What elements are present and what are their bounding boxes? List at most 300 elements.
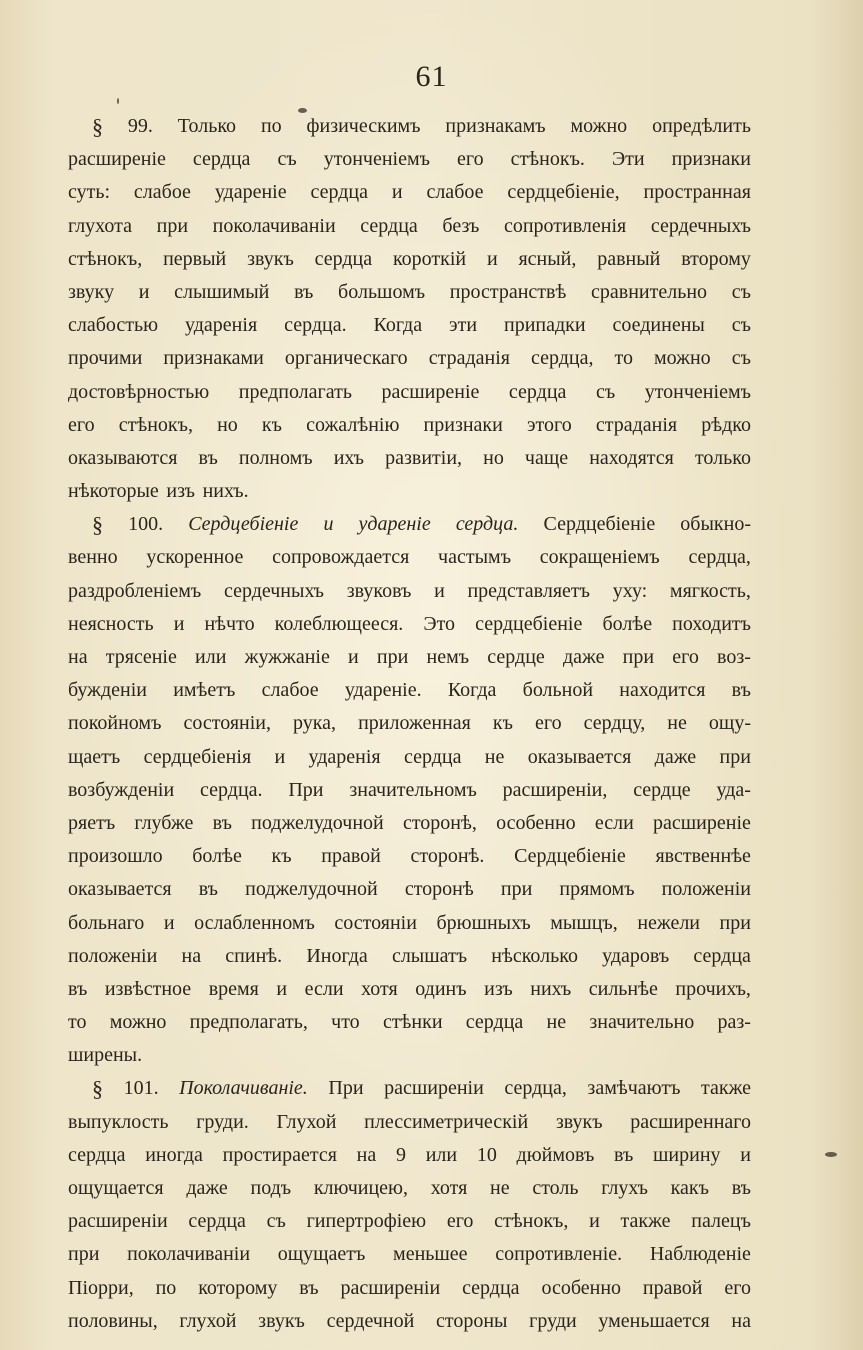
- word: расширеніе: [653, 811, 751, 834]
- word: и: [740, 1143, 751, 1166]
- word: если: [304, 977, 344, 1000]
- word: походитъ: [672, 612, 751, 635]
- word: сердца.: [200, 778, 263, 801]
- word: сердца: [693, 944, 751, 967]
- word: 99.: [127, 115, 153, 137]
- word: явственнѣе: [655, 845, 751, 868]
- word: значительно: [589, 1011, 695, 1034]
- word: признаки: [423, 413, 503, 436]
- word: оказывается: [527, 745, 632, 768]
- text-line: [68, 641, 751, 674]
- word: сердечныхъ: [223, 579, 325, 602]
- word: не: [490, 1177, 510, 1199]
- word: звукъ: [247, 247, 294, 270]
- text-line: [68, 1205, 751, 1238]
- word: расширеніе: [381, 380, 480, 403]
- word: состояніи: [334, 911, 417, 934]
- word: рука,: [293, 712, 337, 735]
- word: слабое: [133, 181, 191, 204]
- word: въ: [294, 280, 314, 303]
- word: сердца: [403, 745, 462, 768]
- word: время: [208, 977, 259, 1000]
- word: произошло: [68, 845, 163, 868]
- word: и: [589, 1210, 600, 1233]
- word: мышцъ,: [550, 911, 618, 934]
- word: сердца: [310, 181, 368, 204]
- text-line: [68, 1006, 751, 1039]
- word: глухъ: [601, 1177, 648, 1199]
- word: расширеннаго: [630, 1110, 751, 1133]
- word: въ: [198, 878, 219, 901]
- word: поколачиваніи: [127, 1243, 251, 1266]
- word: съ: [731, 280, 751, 303]
- text-line: [68, 309, 751, 342]
- word: съ: [266, 1210, 286, 1233]
- word: къ: [271, 845, 292, 868]
- word: стороны: [436, 1309, 508, 1332]
- word: расширеніе: [68, 148, 166, 171]
- word: раз-: [717, 1011, 751, 1034]
- word: Когда: [447, 679, 497, 702]
- word: органическаго: [284, 347, 408, 370]
- word: замѣчаютъ: [587, 1077, 681, 1100]
- word: съ: [731, 314, 751, 337]
- word: воз-: [717, 646, 751, 668]
- word: то: [614, 347, 633, 370]
- word: при: [719, 745, 751, 768]
- word: правой: [321, 845, 381, 868]
- word: нѣсколько: [491, 944, 578, 967]
- word: Иногда: [306, 944, 368, 967]
- word: уда-: [716, 778, 751, 801]
- word: особенно: [541, 1276, 622, 1299]
- word: не: [546, 1011, 567, 1034]
- text-line: [68, 442, 751, 475]
- word: также: [620, 1210, 671, 1233]
- word: также: [700, 1077, 751, 1100]
- text-line: [68, 1139, 751, 1172]
- word: при: [719, 911, 751, 934]
- word: груди.: [196, 1110, 249, 1133]
- word: если: [594, 811, 634, 834]
- word: уху:: [612, 579, 648, 602]
- text-line: [68, 243, 751, 276]
- word: можно: [109, 1011, 167, 1034]
- word: сторонѣ.: [410, 845, 485, 868]
- word: ширены.: [68, 1044, 143, 1067]
- text-line: [68, 276, 751, 309]
- word: пространная: [643, 181, 751, 204]
- word: сердца: [68, 1143, 126, 1166]
- word: неясность: [68, 612, 154, 635]
- word: при: [622, 646, 655, 668]
- word: ослабленномъ: [194, 911, 315, 934]
- word: слабостью: [68, 314, 159, 337]
- word: достовѣрностью: [68, 380, 210, 403]
- word: безъ: [442, 214, 480, 237]
- word: по: [260, 115, 282, 137]
- word: расширеніи,: [502, 778, 608, 801]
- text-line: [68, 674, 751, 707]
- word: меньшее: [393, 1243, 468, 1266]
- word: сокращеніемъ: [539, 546, 660, 569]
- word: но: [217, 413, 238, 436]
- word: имѣетъ: [173, 679, 236, 702]
- word: глухота: [68, 214, 133, 237]
- word: положеніи: [661, 878, 751, 901]
- word: удареніе: [358, 513, 431, 536]
- word: ударенія: [185, 314, 258, 337]
- word: прямомъ: [559, 878, 635, 901]
- word: частымъ: [438, 546, 512, 569]
- word: съ: [595, 380, 616, 403]
- word: въ: [198, 446, 218, 469]
- word: щаетъ: [68, 745, 121, 768]
- text-line: [68, 741, 751, 774]
- text-line: [68, 840, 751, 873]
- word: слышатъ: [391, 944, 468, 967]
- word: Сердцебіеніе: [514, 845, 626, 868]
- word: на: [181, 944, 202, 967]
- word: обыкно-: [680, 513, 751, 536]
- word: въ: [68, 977, 88, 1000]
- word: по: [155, 1276, 177, 1299]
- text-line: [68, 110, 751, 143]
- text-line: [68, 774, 751, 807]
- word: и: [434, 579, 445, 602]
- word: изъ: [484, 977, 513, 1000]
- text-line: [68, 1172, 751, 1205]
- word: сердца,: [504, 1077, 567, 1100]
- text-line: [68, 342, 751, 375]
- word: 101.: [123, 1077, 159, 1100]
- word: столь: [532, 1177, 579, 1199]
- word: 10: [476, 1143, 497, 1166]
- word: что: [331, 1011, 360, 1034]
- word: пространствѣ: [449, 280, 567, 303]
- word: полномъ: [238, 446, 313, 469]
- word: глухой: [179, 1309, 237, 1332]
- word: сердца,: [530, 347, 594, 370]
- word: Сердцебіеніе: [188, 513, 299, 536]
- word: сожалѣнію: [306, 413, 400, 436]
- word: изъ: [166, 480, 195, 503]
- word: слабое: [426, 181, 484, 204]
- word: сердца,: [688, 546, 751, 569]
- word: звуку: [68, 280, 115, 303]
- word: его: [672, 646, 699, 668]
- word: сторонѣ,: [402, 811, 477, 834]
- word: чаще: [524, 446, 569, 469]
- word: нежели: [637, 911, 701, 934]
- word: сердца: [188, 1210, 246, 1233]
- word: стѣнокъ,: [118, 413, 193, 436]
- word: въ: [212, 811, 232, 834]
- word: сопротивленіе.: [495, 1243, 623, 1266]
- word: тряcеніе: [105, 646, 177, 668]
- word: бужденіи: [68, 679, 147, 702]
- word: короткій: [392, 247, 467, 270]
- word: не: [667, 712, 687, 735]
- word: болѣе: [192, 845, 242, 868]
- word: стѣнки: [382, 1011, 443, 1034]
- word: сторонѣ: [404, 878, 474, 901]
- text-line: [68, 940, 751, 973]
- word: первый: [163, 247, 227, 270]
- word: положеніи: [68, 944, 158, 967]
- word: особенно: [496, 811, 576, 834]
- word: стѣнокъ,: [494, 1210, 569, 1233]
- word: удареніе: [214, 181, 287, 204]
- word: сердцу,: [583, 712, 646, 735]
- word: его: [724, 1276, 751, 1299]
- word: венно: [68, 546, 118, 569]
- word: звуковъ: [346, 579, 412, 602]
- page-number: 61: [415, 60, 448, 93]
- word: его: [535, 712, 562, 735]
- word: при: [156, 214, 189, 237]
- ink-smudge: [825, 1152, 837, 1157]
- word: больной: [522, 679, 594, 702]
- word: сердца: [360, 214, 418, 237]
- word: но: [483, 446, 504, 469]
- word: звукъ: [555, 1110, 603, 1133]
- word: сердце: [633, 778, 691, 801]
- word: расширеніи: [384, 1077, 484, 1100]
- text-line: [68, 1305, 751, 1338]
- word: при: [500, 878, 533, 901]
- word: болѣе: [602, 612, 653, 635]
- word: подъ: [250, 1177, 292, 1199]
- word: даже: [562, 646, 605, 668]
- word: съ: [731, 347, 751, 370]
- text-line: [68, 1072, 751, 1105]
- word: Только: [177, 115, 237, 137]
- word: и: [274, 745, 286, 768]
- word: сердце: [487, 646, 545, 668]
- word: утонченіемъ: [644, 380, 751, 403]
- text-line: [68, 541, 751, 574]
- text-line: [68, 873, 751, 906]
- ink-smudge: [298, 108, 307, 113]
- word: дюймовъ: [516, 1143, 595, 1166]
- word: брюшныхъ: [436, 911, 531, 934]
- word: при: [376, 646, 409, 668]
- word: жужжаніе: [244, 646, 330, 668]
- word: состояніи,: [183, 712, 271, 735]
- word: выпуклость: [68, 1110, 169, 1133]
- word: сопровождается: [272, 546, 410, 569]
- word: его: [68, 413, 95, 436]
- word: Сердцебіеніе: [543, 513, 656, 536]
- word: можно: [570, 115, 628, 137]
- text-line: [68, 608, 751, 641]
- word: ширину: [653, 1143, 721, 1166]
- word: находится: [619, 679, 706, 702]
- word: хотя: [361, 977, 398, 1000]
- word: второму: [681, 247, 751, 270]
- word: предполагать: [238, 380, 352, 403]
- word: уменьшается: [598, 1309, 710, 1332]
- word: нихъ.: [202, 480, 249, 503]
- text-line: [68, 210, 751, 243]
- text-line: [68, 143, 751, 176]
- word: извѣстное: [104, 977, 192, 1000]
- word: и: [138, 280, 150, 303]
- word: и: [391, 181, 403, 204]
- word: правой: [642, 1276, 703, 1299]
- word: и: [486, 247, 498, 270]
- word: представляетъ: [467, 579, 591, 602]
- word: груди: [529, 1309, 577, 1332]
- word: удареніе.: [344, 679, 422, 702]
- word: можно: [653, 347, 711, 370]
- word: звукъ: [258, 1309, 305, 1332]
- text-line: [68, 1039, 751, 1072]
- text-line: [68, 176, 751, 209]
- word: значительномъ: [349, 778, 477, 801]
- word: поджелудочной: [245, 878, 378, 901]
- word: 100.: [128, 513, 164, 536]
- word: немъ: [426, 646, 470, 668]
- text-line: [68, 475, 751, 508]
- word: при: [68, 1243, 100, 1266]
- word: поколачиваніи: [212, 214, 336, 237]
- word: сердца: [465, 1011, 524, 1034]
- word: прочими: [68, 347, 143, 370]
- word: ускоренное: [146, 546, 244, 569]
- word: сердца: [192, 148, 251, 171]
- text-line: [68, 1238, 751, 1271]
- word: Когда: [373, 314, 423, 337]
- word: Поколачиваніе.: [179, 1077, 308, 1100]
- word: 9: [395, 1143, 406, 1166]
- word: въ: [614, 1143, 634, 1166]
- word: Это: [423, 612, 456, 635]
- word: на: [731, 1309, 751, 1332]
- word: сравнительно: [591, 280, 708, 303]
- word: слышимый: [174, 280, 270, 303]
- word: ихъ: [333, 446, 365, 469]
- word: прочихъ,: [675, 977, 751, 1000]
- word: суть:: [68, 181, 111, 204]
- text-line: [68, 973, 751, 1006]
- word: въ: [731, 679, 751, 702]
- word: предполагать,: [189, 1011, 308, 1034]
- word: больнаго: [68, 911, 145, 934]
- word: эти: [449, 314, 478, 337]
- word: ударенія: [308, 745, 381, 768]
- word: даже: [654, 745, 697, 768]
- word: колеблющееся.: [274, 612, 404, 635]
- word: сопротивленія: [503, 214, 627, 237]
- body-text: [68, 110, 751, 1338]
- word: сердцебіенія: [143, 745, 252, 768]
- word: Эти: [611, 148, 645, 171]
- word: Наблюденіе: [649, 1243, 751, 1266]
- word: большомъ: [338, 280, 426, 303]
- word: расширеніи: [68, 1210, 168, 1233]
- text-line: [68, 508, 751, 541]
- word: палецъ: [691, 1210, 751, 1233]
- word: ощу-: [708, 712, 751, 735]
- word: какъ: [670, 1177, 709, 1199]
- word: сердца: [462, 1276, 520, 1299]
- word: его: [446, 1210, 474, 1233]
- word: припадки: [503, 314, 586, 337]
- word: мягкость,: [669, 579, 751, 602]
- word: сердца: [508, 380, 567, 403]
- text-line: [68, 807, 751, 840]
- word: его: [457, 148, 484, 171]
- word: сердца: [314, 247, 373, 270]
- word: утонченіемъ: [323, 148, 430, 171]
- text-line: [68, 907, 751, 940]
- word: сердца.: [284, 314, 347, 337]
- word: сердечной: [326, 1309, 415, 1332]
- word: половины,: [68, 1309, 158, 1332]
- word: Піорри,: [68, 1276, 134, 1299]
- text-line: [68, 1106, 751, 1139]
- word: При: [328, 1077, 364, 1100]
- word: и: [163, 911, 175, 934]
- word: сердца.: [455, 513, 519, 536]
- word: развитіи,: [385, 446, 463, 469]
- word: признаками: [163, 347, 264, 370]
- word: физическимъ: [306, 115, 421, 137]
- word: на: [356, 1143, 377, 1166]
- word: глубже: [134, 811, 194, 834]
- word: сердцебіеніе: [475, 612, 583, 635]
- word: простирается: [222, 1143, 337, 1166]
- text-line: [68, 1272, 751, 1305]
- section-sign: §: [92, 1076, 103, 1102]
- word: или: [195, 646, 227, 668]
- word: одинъ: [415, 977, 467, 1000]
- word: стѣнокъ,: [68, 247, 143, 270]
- word: спинѣ.: [225, 944, 283, 967]
- word: на: [68, 646, 88, 668]
- word: сердечныхъ: [650, 214, 751, 237]
- word: и: [348, 646, 359, 668]
- word: нѣкоторые: [68, 480, 159, 503]
- word: ощущается: [68, 1177, 164, 1199]
- ink-smudge: [117, 98, 119, 104]
- word: ключицею,: [313, 1177, 408, 1199]
- word: опредѣлить: [652, 115, 751, 137]
- text-line: [68, 376, 751, 409]
- word: расширеніи: [340, 1276, 441, 1299]
- word: нихъ: [530, 977, 572, 1000]
- section-sign: §: [92, 114, 103, 139]
- word: и: [276, 977, 288, 1000]
- word: этого: [526, 413, 572, 436]
- word: нѣчто: [204, 612, 255, 635]
- word: ясный,: [518, 247, 577, 270]
- text-line: [68, 575, 751, 608]
- word: оказываются: [68, 446, 178, 469]
- word: съ: [277, 148, 297, 171]
- text-line: [68, 409, 751, 442]
- word: равный: [597, 247, 661, 270]
- word: то: [68, 1011, 87, 1034]
- word: Глухой: [276, 1110, 337, 1133]
- word: покойномъ: [68, 712, 162, 735]
- word: не: [484, 745, 505, 768]
- word: слабое: [261, 679, 319, 702]
- word: страданія: [595, 413, 678, 436]
- word: страданія: [428, 347, 510, 370]
